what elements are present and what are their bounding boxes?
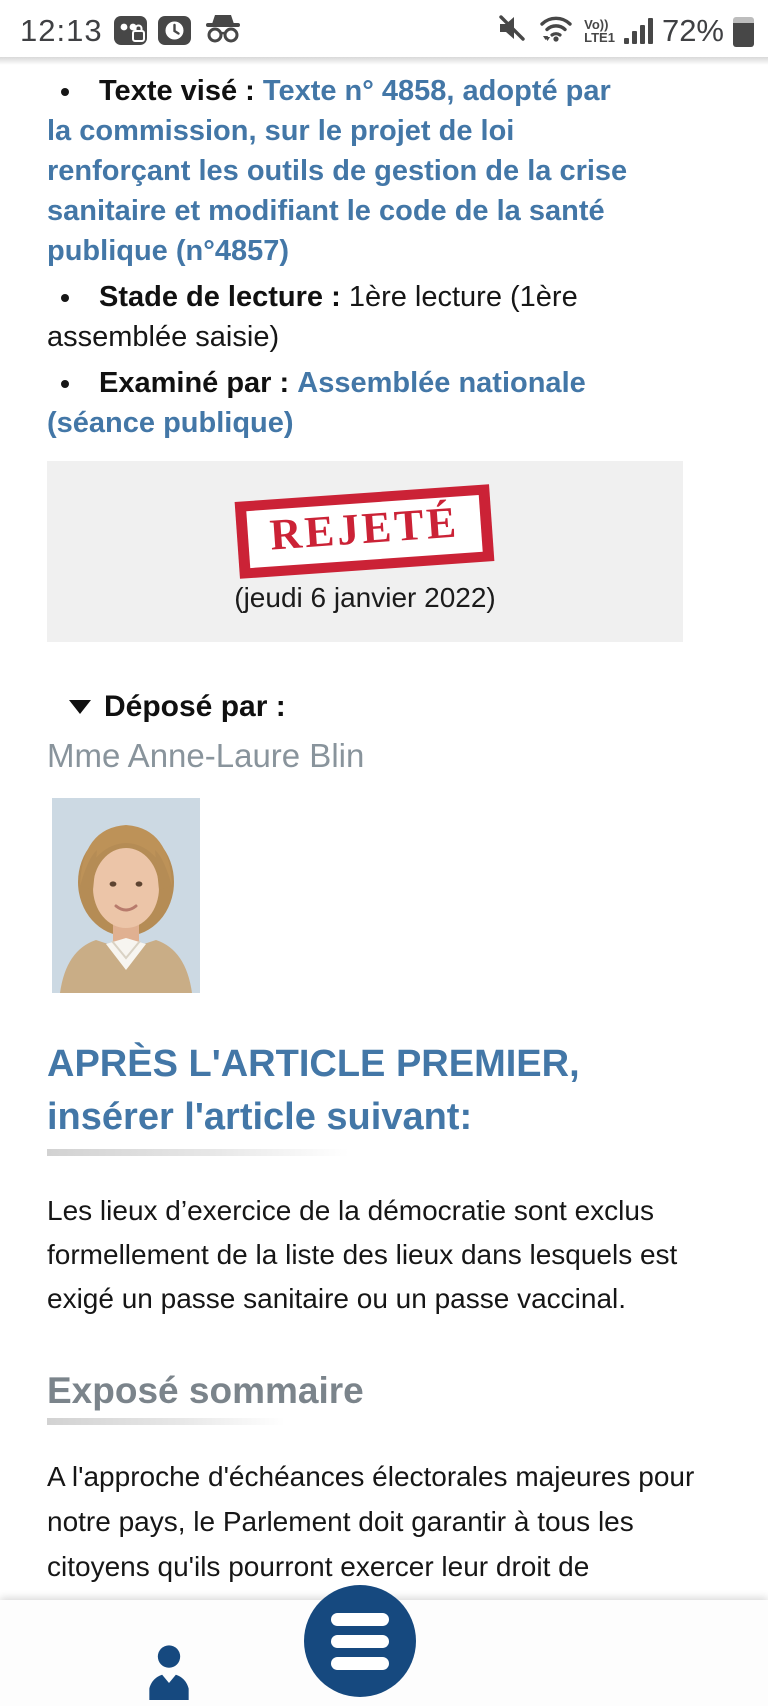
summary-heading: Exposé sommaire [47, 1370, 364, 1411]
detail-label: Stade de lecture : [99, 281, 341, 313]
summary-body-text: A l'approche d'échéances électorales majeures pour notre pays, le Parlement doit garantir à tous les citoyens qu'ils pourront exercer leur droit de [47, 1461, 695, 1582]
rejected-stamp [235, 484, 495, 579]
mute-icon [496, 12, 528, 49]
incognito-icon [202, 13, 244, 48]
battery-percentage: 72% [661, 12, 724, 48]
amendment-details-list [47, 71, 639, 443]
hamburger-menu-icon [331, 1657, 389, 1670]
submitted-by-toggle[interactable] [69, 690, 768, 724]
amendment-page [0, 65, 768, 1589]
decision-date: (jeudi 6 janvier 2022) [234, 582, 496, 613]
account-icon [140, 1640, 198, 1700]
chevron-down-icon [69, 700, 91, 714]
list-item [47, 277, 639, 357]
amendment-title: APRÈS L'ARTICLE PREMIER, insérer l'article suivant: [47, 1043, 580, 1138]
summary-underline [47, 1418, 285, 1425]
detail-label: Texte visé : [99, 75, 255, 107]
volte-label: Vo)) [584, 16, 609, 32]
detail-value: 1ère lecture (1ère assemblée saisie) [47, 281, 578, 353]
decision-status-box [47, 461, 683, 642]
clock-time: 12:13 [20, 12, 103, 48]
appbar-shadow [0, 57, 768, 65]
hamburger-menu-icon [331, 1613, 389, 1626]
account-button[interactable] [140, 1640, 198, 1700]
author-photo[interactable] [52, 798, 200, 993]
menu-fab-button[interactable] [304, 1585, 416, 1697]
detail-label: Examiné par : [99, 367, 290, 399]
wifi-icon [537, 12, 575, 49]
clock-badge-icon [158, 16, 191, 45]
status-bar [0, 0, 768, 57]
title-underline [47, 1149, 349, 1156]
submitted-by-label: Déposé par : [104, 690, 286, 723]
target-text-link[interactable]: Texte n° 4858, adopté par la commission, sur le projet de loi renforçant les outils de gestion de la crise sanitaire et modifiant le code de la santé publique (n°4857) [47, 75, 628, 267]
author-name-link[interactable]: Mme Anne-Laure Blin [47, 737, 365, 774]
list-item [47, 71, 639, 271]
lock-badge-icon [114, 16, 147, 45]
bottom-navigation-bar [0, 1600, 768, 1706]
battery-icon [733, 13, 754, 49]
hamburger-menu-icon [331, 1635, 389, 1648]
volte-indicator [584, 18, 615, 44]
network-type-label: LTE1 [584, 29, 615, 45]
amendment-body-text: Les lieux d’exercice de la démocratie sont exclus formellement de la liste des lieux dans lesquels est exigé un passe sanitaire ou un passe vaccinal. [47, 1195, 678, 1314]
list-item [47, 363, 639, 443]
stamp-text: REJETÉ [268, 497, 461, 560]
signal-strength-icon [624, 18, 653, 44]
examining-body-link[interactable]: Assemblée nationale (séance publique) [47, 367, 586, 439]
